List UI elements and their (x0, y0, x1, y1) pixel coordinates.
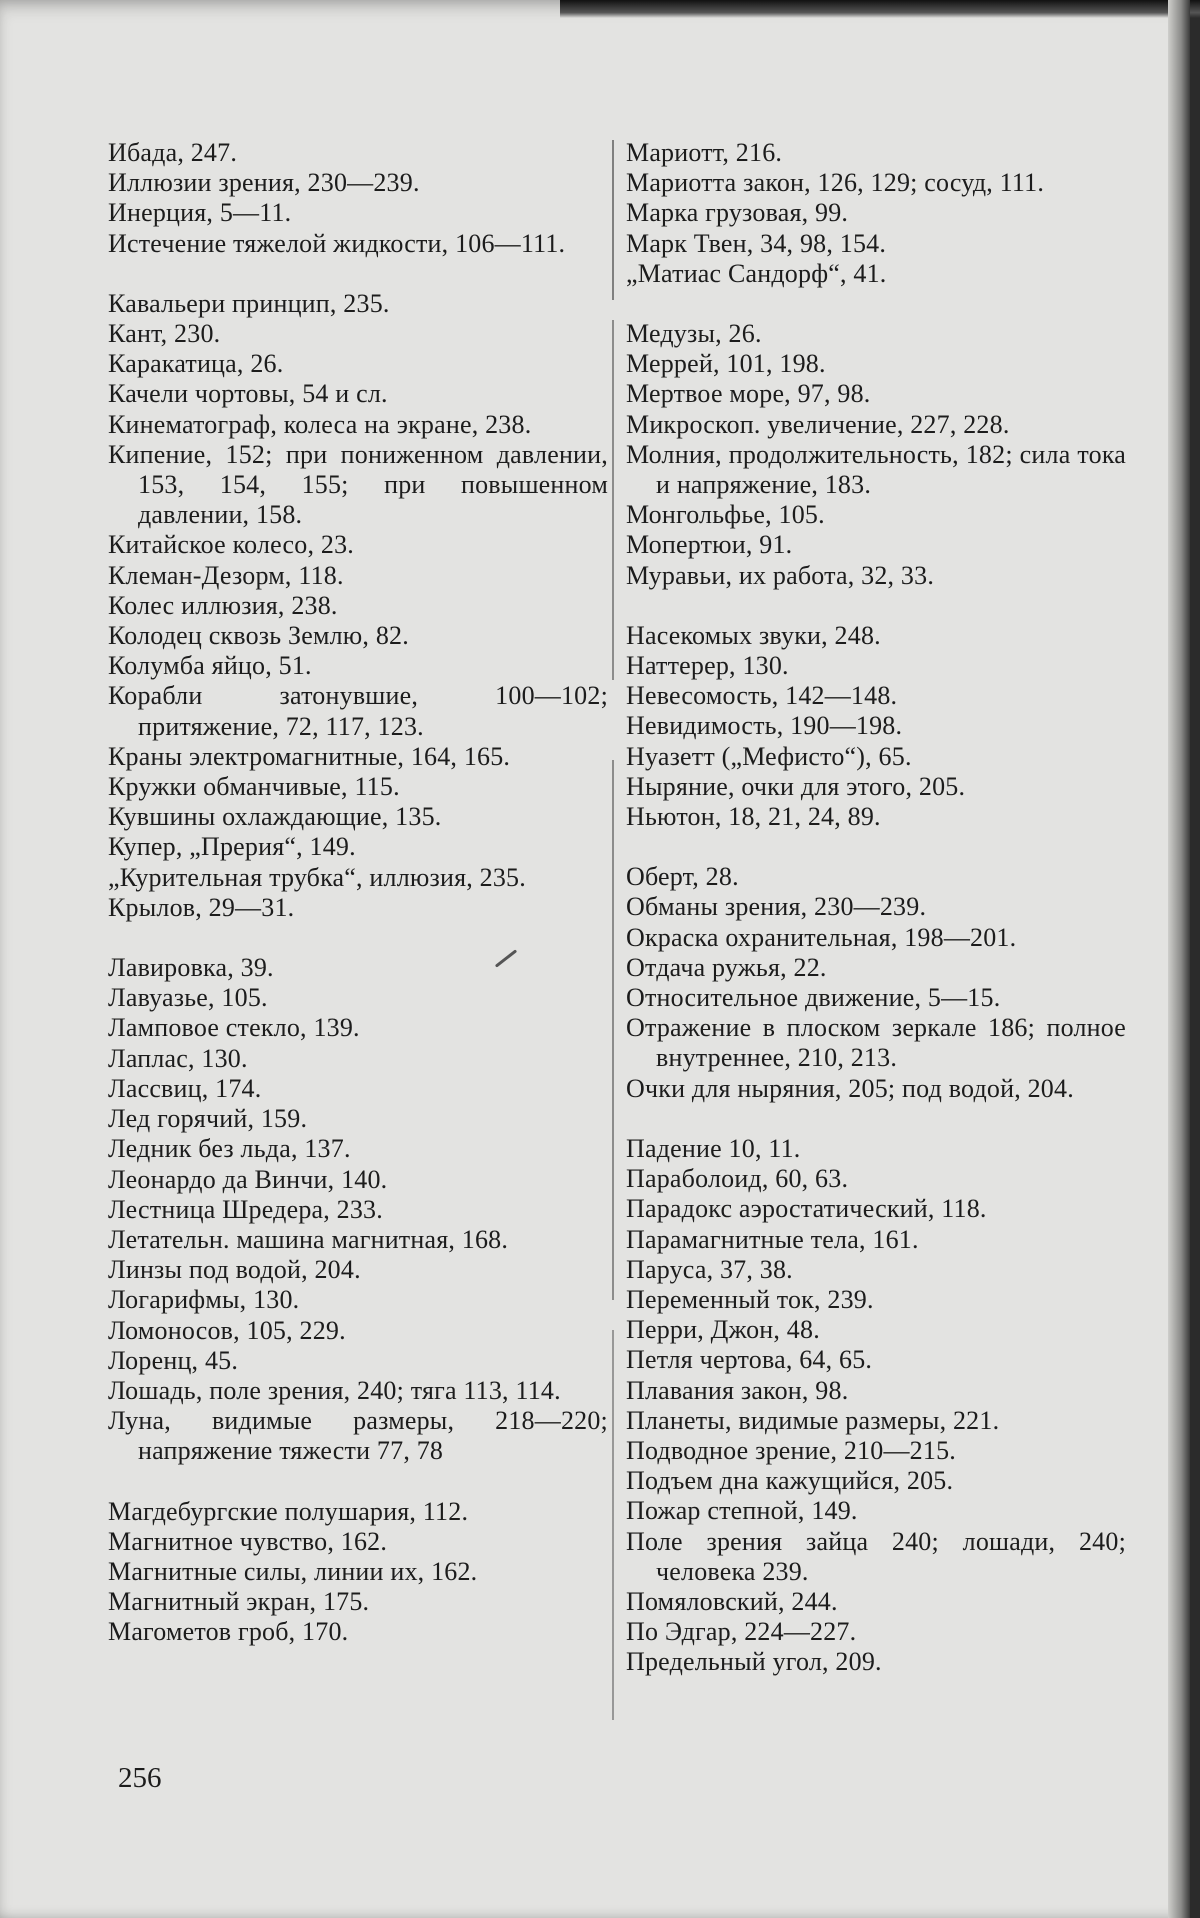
index-entry: Мариотт, 216. (626, 138, 783, 167)
index-column-right (626, 138, 1126, 1678)
index-entry: Микроскоп. увеличение, 227, 228. (626, 409, 1010, 439)
index-entry: Крылов, 29—31. (108, 892, 295, 922)
index-entry: Ламповое стекло, 139. (108, 1013, 360, 1043)
index-entry: Медузы, 26. (626, 319, 762, 349)
section-gap (626, 1104, 1126, 1134)
index-entry: Лаплас, 130. (108, 1043, 248, 1073)
section-gap (108, 923, 608, 953)
index-entry: Перри, Джон, 48. (626, 1315, 820, 1345)
index-entry: Петля чертова, 64, 65. (626, 1345, 873, 1375)
index-entry: Поле зрения зайца 240; лошади, 240; человека 239. (626, 1526, 1126, 1586)
index-entry: Магометов гроб, 170. (108, 1617, 349, 1647)
index-entry: Колумба яйцо, 51. (108, 651, 312, 681)
index-entry: Линзы под водой, 204. (108, 1255, 361, 1285)
index-entry: Оберт, 28. (626, 862, 739, 892)
index-entry: Подводное зрение, 210—215. (626, 1435, 956, 1465)
index-entry: Кинематограф, колеса на экране, 238. (108, 409, 532, 439)
index-entry: Монгольфье, 105. (626, 500, 825, 530)
index-entry: Парадокс аэростатический, 118. (626, 1194, 987, 1224)
index-entry: Кипение, 152; при пониженном давлении, 153, 154, 155; при повышенном давлении, 158. (108, 439, 608, 530)
index-entry: Плавания закон, 98. (626, 1375, 849, 1405)
section-gap (108, 259, 608, 289)
index-entry: Мариотта закон, 126, 129; сосуд, 111. (626, 168, 1045, 198)
index-entry: Краны электромагнитные, 164, 165. (108, 741, 511, 771)
index-entry: Окраска охранительная, 198—201. (626, 922, 1017, 952)
index-column-left (108, 138, 608, 1648)
index-entry: Параболоид, 60, 63. (626, 1164, 849, 1194)
index-entry: Магнитное чувство, 162. (108, 1526, 388, 1556)
index-entry: Кавальери принцип, 235. (108, 288, 390, 318)
index-entry: Клеман-Дезорм, 118. (108, 560, 344, 590)
index-entry: Меррей, 101, 198. (626, 349, 826, 379)
index-entry: Леонардо да Винчи, 140. (108, 1164, 388, 1194)
index-entry: Магнитные силы, линии их, 162. (108, 1556, 478, 1586)
index-entry: Лавировка, 39. (108, 953, 274, 983)
index-entry: Отражение в плоском зеркале 186; полное внутреннее, 210, 213. (626, 1013, 1126, 1073)
index-entry: Лавуазье, 105. (108, 983, 268, 1013)
index-entry: Молния, продолжительность, 182; сила тока и напряжение, 183. (626, 439, 1126, 500)
index-entry: Парамагнитные тела, 161. (626, 1224, 919, 1254)
section-gap (108, 1467, 608, 1497)
index-entry: Падение 10, 11. (626, 1133, 801, 1163)
index-entry: Паруса, 37, 38. (626, 1254, 793, 1284)
index-entry: Колодец сквозь Землю, 82. (108, 621, 409, 651)
index-entry: Ньютон, 18, 21, 24, 89. (626, 802, 881, 832)
index-entry: Истечение тяжелой жидкости, 106—111. (108, 228, 566, 258)
index-entry: Иллюзии зрения, 230—239. (108, 168, 420, 198)
index-entry: Отдача ружья, 22. (626, 952, 827, 982)
index-entry: Невидимость, 190—198. (626, 711, 903, 741)
section-gap (626, 591, 1126, 621)
column-divider (612, 140, 614, 1720)
index-entry: Муравьи, их работа, 32, 33. (626, 560, 935, 590)
index-entry: Предельный угол, 209. (626, 1647, 882, 1677)
index-entry: Лед горячий, 159. (108, 1104, 308, 1134)
index-entry: Кант, 230. (108, 319, 221, 349)
page-number: 256 (118, 1762, 162, 1794)
index-entry: Луна, видимые размеры, 218—220; напряжение тяжести 77, 78 (108, 1406, 608, 1466)
index-entry: Ломоносов, 105, 229. (108, 1315, 346, 1345)
index-entry: Марк Твен, 34, 98, 154. (626, 228, 887, 258)
index-entry: Нуазетт („Мефисто“), 65. (626, 741, 912, 771)
index-entry: Качели чортовы, 54 и сл. (108, 379, 388, 409)
index-entry: Очки для ныряния, 205; под водой, 204. (626, 1073, 1074, 1103)
index-entry: Пожар степной, 149. (626, 1496, 858, 1526)
index-entry: Кружки обманчивые, 115. (108, 772, 400, 802)
index-entry: Лестница Шредера, 233. (108, 1194, 383, 1224)
index-entry: Марка грузовая, 99. (626, 198, 849, 228)
index-entry: Невесомость, 142—148. (626, 681, 898, 711)
index-entry: Китайское колесо, 23. (108, 530, 354, 560)
scan-shadow (560, 0, 1200, 18)
index-entry: Наттерер, 130. (626, 651, 789, 681)
index-entry: Купер, „Прерия“, 149. (108, 832, 356, 862)
index-entry: Обманы зрения, 230—239. (626, 892, 927, 922)
index-entry: Мопертюи, 91. (626, 530, 793, 560)
index-entry: Подъем дна кажущийся, 205. (626, 1466, 954, 1496)
index-entry: Насекомых звуки, 248. (626, 620, 881, 650)
section-gap (626, 832, 1126, 862)
index-entry: Лошадь, поле зрения, 240; тяга 113, 114. (108, 1375, 561, 1405)
index-entry: Ныряние, очки для этого, 205. (626, 771, 966, 801)
index-entry: Инерция, 5—11. (108, 198, 292, 228)
index-entry: Кувшины охлаждающие, 135. (108, 802, 442, 832)
index-entry: Летательн. машина магнитная, 168. (108, 1224, 509, 1254)
index-entry: Планеты, видимые размеры, 221. (626, 1405, 1000, 1435)
index-entry: Относительное движение, 5—15. (626, 983, 1001, 1013)
index-entry: Лассвиц, 174. (108, 1073, 262, 1103)
page-edge (1168, 0, 1190, 1918)
section-gap (626, 289, 1126, 319)
index-entry: По Эдгар, 224—227. (626, 1617, 857, 1647)
index-entry: Ледник без льда, 137. (108, 1134, 351, 1164)
index-entry: Переменный ток, 239. (626, 1284, 874, 1314)
index-entry: Ибада, 247. (108, 138, 238, 167)
index-entry: Магдебургские полушария, 112. (108, 1496, 469, 1526)
index-entry: Колес иллюзия, 238. (108, 590, 338, 620)
index-entry: Каракатица, 26. (108, 349, 284, 379)
index-entry: Мертвое море, 97, 98. (626, 379, 871, 409)
index-entry: Корабли затонувшие, 100—102; притяжение, 72, 117, 123. (108, 681, 608, 741)
index-entry: „Курительная трубка“, иллюзия, 235. (108, 862, 526, 892)
index-entry: Магнитный экран, 175. (108, 1587, 370, 1617)
index-entry: Лоренц, 45. (108, 1345, 239, 1375)
index-entry: Логарифмы, 130. (108, 1285, 300, 1315)
index-entry: „Матиас Сандорф“, 41. (626, 258, 887, 288)
index-entry: Помяловский, 244. (626, 1586, 838, 1616)
